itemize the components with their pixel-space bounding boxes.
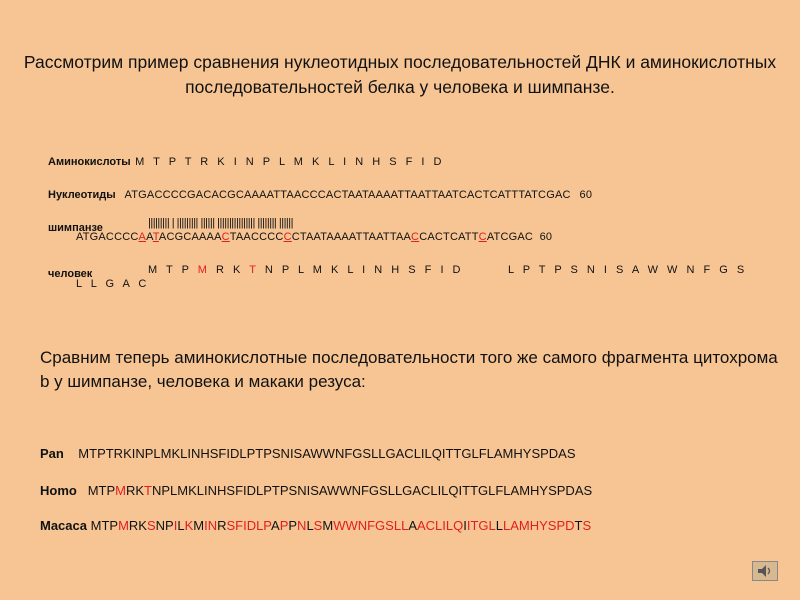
highlight-segment: N — [297, 518, 307, 533]
plain-segment: N P L M K L I N H S F I D — [257, 264, 462, 276]
human-label: человек — [48, 268, 93, 280]
chimp-sequence — [76, 231, 533, 243]
plain-segment: CACTCATT — [419, 231, 479, 243]
pan-sequence: MTPTRKINPLMKLINHSFIDLPTPSNISAWWNFGSLLGACLILQITTGLFLAMHYSPDAS — [78, 446, 576, 461]
chimp-label: шимпанзе — [48, 222, 103, 234]
plain-segment: TAACCCC — [229, 231, 284, 243]
plain-segment: M — [322, 518, 334, 533]
human-aa-wrap: L L G A C — [76, 278, 148, 290]
aa-label: Аминокислоты — [48, 156, 131, 168]
plain-segment: R K — [208, 264, 250, 276]
highlight-segment: C — [221, 231, 230, 243]
macaca-label: Macaca — [40, 518, 87, 533]
plain-segment: L — [306, 518, 314, 533]
highlight-segment: LAMHYSPD — [503, 518, 575, 533]
plain-segment: MTP — [87, 483, 116, 498]
plain-segment: CTAATAAAATTAATTAA — [291, 231, 412, 243]
plain-segment: M T P — [148, 264, 198, 276]
macaca-sequence — [91, 518, 592, 533]
nuc-label: Нуклеотиды — [48, 189, 116, 201]
highlight-segment: M — [118, 518, 129, 533]
highlight-segment: IN — [204, 518, 218, 533]
highlight-segment: WWNFGSLL — [333, 518, 409, 533]
highlight-segment: C — [478, 231, 487, 243]
pan-label: Pan — [40, 446, 64, 461]
alignment-bars: ||||||||| | ||||||||| |||||| |||||||||||||||| |||||||| |||||| — [148, 217, 293, 229]
highlight-segment: T — [144, 483, 152, 498]
chimp-sequence-row — [76, 231, 552, 243]
plain-segment: L — [177, 518, 185, 533]
plain-segment: I — [463, 518, 467, 533]
homo-row — [40, 483, 592, 498]
pan-row — [40, 446, 576, 461]
highlight-segment: K — [184, 518, 194, 533]
plain-segment: A — [271, 518, 280, 533]
speaker-icon[interactable] — [752, 561, 778, 581]
highlight-segment: C — [411, 231, 420, 243]
nuc-sequence: ATGACCCCGACACGCAAAATTAACCCACTAATAAAATTAATTAATCACTCATTTATCGAC — [124, 189, 571, 201]
highlight-segment: C — [283, 231, 292, 243]
plain-segment: ATCGAC — [486, 231, 534, 243]
nuc-count: 60 — [579, 189, 593, 201]
aa-row — [48, 152, 443, 170]
plain-segment: R — [217, 518, 227, 533]
highlight-segment: A — [138, 231, 147, 243]
highlight-segment: M — [197, 264, 209, 276]
plain-segment: MTP — [90, 518, 119, 533]
highlight-segment: ITGL — [466, 518, 496, 533]
nuc-row — [48, 185, 592, 203]
macaca-row — [40, 518, 591, 533]
highlight-segment: SFIDLP — [226, 518, 272, 533]
highlight-segment: S — [582, 518, 592, 533]
human-aa-extra: L P T P S N I S A W W N F G S — [508, 264, 746, 276]
chimp-count: 60 — [539, 231, 553, 243]
plain-segment: P — [288, 518, 298, 533]
human-aa-sequence — [148, 264, 462, 276]
comparison-paragraph: Сравним теперь аминокислотные последовательности того же самого фрагмента цитохрома b у шимпанзе, человека и макаки резуса: — [40, 348, 778, 391]
plain-segment: ATGACCCC — [76, 231, 139, 243]
plain-segment: L — [495, 518, 503, 533]
highlight-segment: M — [115, 483, 126, 498]
homo-sequence — [88, 483, 592, 498]
plain-segment: RK — [125, 483, 145, 498]
highlight-segment: T — [152, 231, 159, 243]
plain-segment: M — [193, 518, 205, 533]
plain-segment: NP — [155, 518, 174, 533]
highlight-segment: I — [173, 518, 178, 533]
slide-title: Рассмотрим пример сравнения нуклеотидных последовательностей ДНК и аминокислотных последовательностей белка у человека и шимпанзе. — [23, 52, 777, 97]
human-aa-row — [148, 264, 462, 276]
highlight-segment: S — [146, 518, 156, 533]
highlight-segment: T — [249, 264, 258, 276]
plain-segment: NPLMKLINHSFIDLPTPSNISAWWNFGSLLGACLILQITTGLFLAMHYSPDAS — [152, 483, 593, 498]
highlight-segment: P — [279, 518, 289, 533]
plain-segment: RK — [128, 518, 147, 533]
highlight-segment: S — [313, 518, 323, 533]
plain-segment: A — [146, 231, 153, 243]
highlight-segment: ACLILQ — [416, 518, 464, 533]
plain-segment: T — [574, 518, 583, 533]
plain-segment: A — [408, 518, 417, 533]
plain-segment: ACGCAAAA — [158, 231, 222, 243]
aa-sequence: M T P T R K I N P L M K L I N H S F I D — [135, 156, 443, 168]
homo-label: Homo — [40, 483, 77, 498]
